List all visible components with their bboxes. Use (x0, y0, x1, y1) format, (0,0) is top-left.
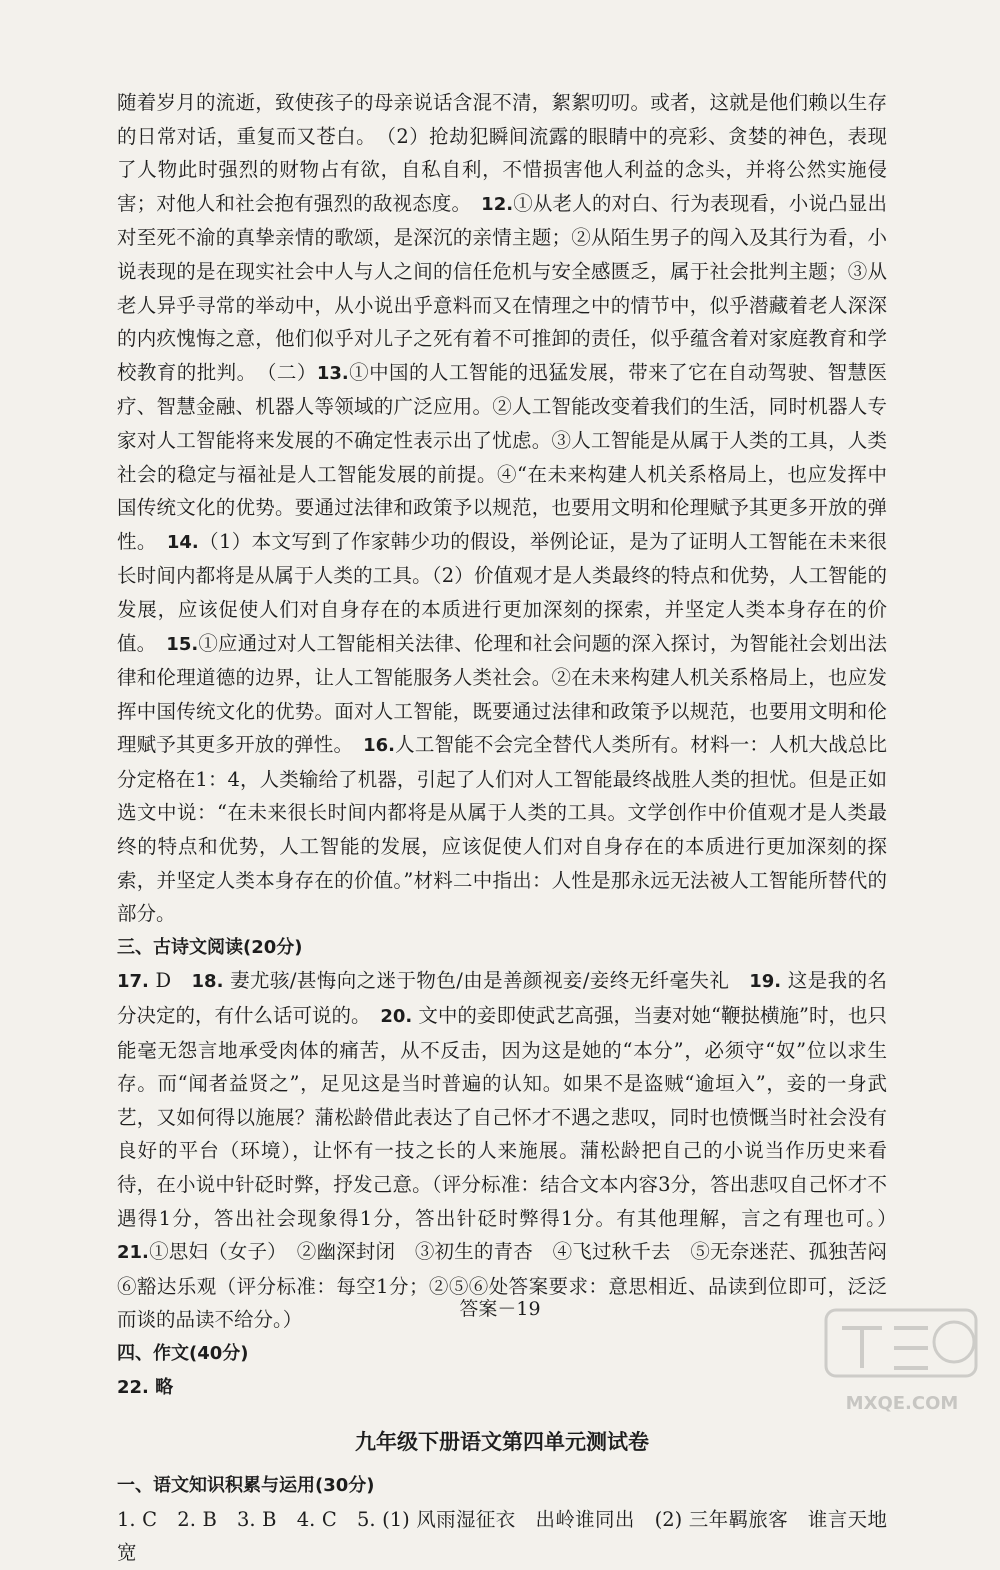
answer-text-q17: D (155, 969, 172, 993)
answer-text-q11-1: 随着岁月的流逝，致使孩子的母亲说话含混不清，絮絮叨叨。或者，这就是他们赖以生存的日常对话，重复而又苍白。 (117, 91, 887, 148)
answer-text-q20: 文中的妾即使武艺高强，当妻对她“鞭挞横施”时，也只能毫无怨言地承受肉体的痛苦，从不反击，因为这是她的“本分”，必须守“奴”位以求生存。而“闻者益贤之”，足见这是当时普遍的认知。如果不是盗贼“逾垣入”，妾的一身武艺，又如何得以施展？蒲松龄借此表达了自己怀才不遇之悲叹，同时也愤慨当时社会没有良好的平台（环境），让怀有一技之长的人来施展。蒲松龄把自己的小说当作历史来看待，在小说中针砭时弊，抒发己意。（评分标准：结合文本内容3分，答出悲叹自己怀才不遇得1分，答出社会现象得1分，答出针砭时弊得1分。有其他理解，言之有理也可。） (117, 1004, 887, 1230)
answer-text-section1: 1. C 2. B 3. B 4. C 5. (1) 风雨湿征衣 出岭谁同出 (2) 三年羁旅客 谁言天地宽 (117, 1507, 887, 1565)
question-number-16: 16. (363, 735, 395, 757)
question-number-15: 15. (166, 633, 199, 655)
answer-text-q19: 这是我的名分决定的，有什么话可说的。 (117, 969, 887, 1028)
question-number-12: 12. (481, 193, 514, 215)
unit-test-title: 九年级下册语文第四单元测试卷 (355, 1430, 649, 1455)
section-heading-1: 一、语文知识积累与运用(30分) (117, 1475, 375, 1497)
page-footer: 答案－19 (459, 1298, 541, 1320)
watermark-logo (822, 1304, 982, 1414)
question-number-18: 18. (191, 971, 224, 993)
answer-paragraph-part1 (117, 86, 887, 931)
question-number-21: 21. (117, 1242, 149, 1264)
question-number-13: 13. (316, 362, 349, 384)
answer-text-q16: 人工智能不会完全替代人类所有。材料一：人机大战总比分定格在1：4，人类输给了机器，引起了人们对人工智能最终战胜人类的担忧。但是正如选文中说：“在未来很长时间内都将是从属于人类的工具。文学创作中价值观才是人类最终的特点和优势，人工智能的发展，应该促使人们对自身存在的本质进行更加深刻的探索，并坚定人类本身存在的价值。”材料二中指出：人性是那永远无法被人工智能所替代的部分。 (117, 733, 887, 926)
answer-text-q15: ①应通过对人工智能相关法律、伦理和社会问题的深入探讨，为智能社会划出法律和伦理道德的边界，让人工智能服务人类社会。②在未来构建人机关系格局上，也应发挥中国传统文化的优势。面对人工智能，既要通过法律和政策予以规范，也要用文明和伦理赋予其更多开放的弹性。 (117, 631, 887, 757)
question-number-19: 19. (749, 971, 782, 993)
watermark-text: MXQE.COM (845, 1393, 959, 1414)
answer-text-q12: ①从老人的对白、行为表现看，小说凸显出对至死不渝的真挚亲情的歌颂，是深沉的亲情主题；②从陌生男子的闯入及其行为看，小说表现的是在现实社会中人与人之间的信任危机与安全感匮乏，属于社会批判主题；③从老人异乎寻常的举动中，从小说出乎意料而又在情理之中的情节中，似乎潜藏着老人深深的内疚愧悔之意，他们似乎对儿子之死有着不可推卸的责任，似乎蕴含着对家庭教育和学校教育的批判。 (117, 191, 887, 384)
answer-paragraph-part3 (117, 964, 907, 1337)
answer-text-q22: 22. 略 (117, 1376, 174, 1398)
question-number-17: 17. (117, 971, 149, 993)
section-heading-4: 四、作文(40分) (117, 1342, 249, 1364)
answer-text-q18: 妻尤骇/甚悔向之迷于物色/由是善颜视妾/妾终无纤毫失礼 (230, 969, 730, 993)
answer-text-q14: （1）本文写到了作家韩少功的假设，举例论证，是为了证明人工智能在未来很长时间内都将是从属于人类的工具。（2）价值观才是人类最终的特点和优势，人工智能的发展，应该促使人们对自身存在的本质进行更加深刻的探索，并坚定人类本身存在的价值。 (117, 529, 887, 655)
answer-text-q13: ①中国的人工智能的迅猛发展，带来了它在自动驾驶、智慧医疗、智慧金融、机器人等领域的广泛应用。②人工智能改变着我们的生活，同时机器人专家对人工智能将来发展的不确定性表示出了忧虑。③人工智能是从属于人类的工具，人类社会的稳定与福祉是人工智能发展的前提。④“在未来构建人机关系格局上，也应发挥中国传统文化的优势。要通过法律和政策予以规范，也要用文明和伦理赋予其更多开放的弹性。 (117, 360, 887, 553)
answer-text-q21: ①思妇（女子） ②幽深封闭 ③初生的青杏 ④飞过秋千去 ⑤无奈迷茫、孤独苦闷 ⑥豁达乐观（评分标准：每空1分；②⑤⑥处答案要求：意思相近、品读到位即可，泛泛而谈的品读不给分。） (117, 1240, 907, 1332)
watermark-stamp-icon (822, 1304, 982, 1384)
part-label-2: （二） (266, 360, 317, 384)
question-number-20: 20. (380, 1006, 413, 1028)
section-heading-3: 三、古诗文阅读(20分) (117, 936, 303, 958)
answer-text-q11-2: （2）抢劫犯瞬间流露的眼睛中的亮彩、贪婪的神色，表现了人物此时强烈的财物占有欲，自私自利，不惜损害他人利益的念头，并将公然实施侵害；对他人和社会抱有强烈的敌视态度。 (117, 124, 887, 215)
question-number-14: 14. (166, 531, 199, 553)
